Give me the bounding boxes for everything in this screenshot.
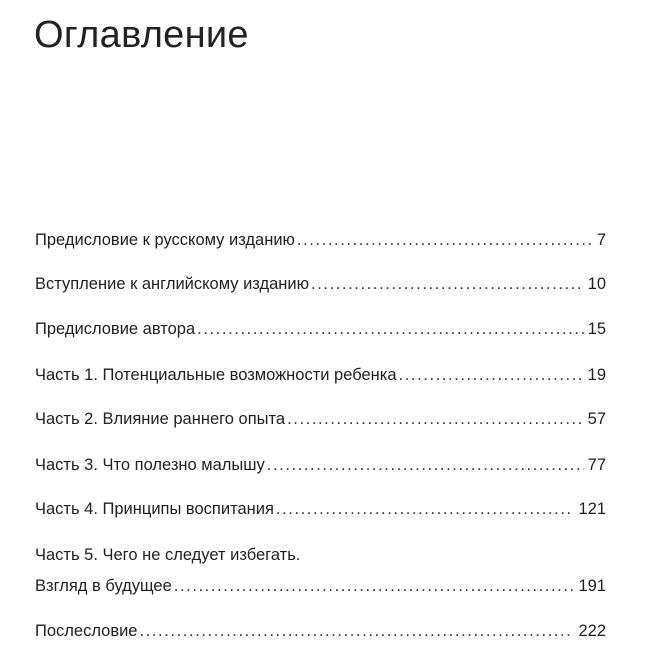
toc-entry-label: Послесловие [35,622,138,640]
toc-entry[interactable] [35,231,606,250]
toc-entry[interactable] [35,500,606,519]
toc-entry-page: 77 [587,456,606,474]
page-title: Оглавление [34,14,249,56]
dot-leader [276,500,575,519]
toc-entry-page: 222 [578,622,606,640]
toc-entry-label: Вступление к английскому изданию [35,275,310,293]
dot-leader [287,410,584,429]
dot-leader [311,275,584,294]
dot-leader [174,577,575,596]
toc-entry[interactable] [35,456,606,475]
toc-entry-label: Часть 3. Что полезно малышу [35,456,265,474]
toc-entry[interactable] [35,622,606,641]
toc-entry[interactable] [35,577,606,596]
toc-entry-page: 10 [587,275,606,293]
dot-leader [297,231,593,250]
toc-entry-page: 57 [587,410,606,428]
dot-leader [267,456,584,475]
toc-entry-label: Часть 2. Влияние раннего опыта [35,410,286,428]
toc-entry-page: 19 [587,366,606,384]
dot-leader [140,622,575,641]
dot-leader [197,320,583,339]
toc-entry-label-line1[interactable]: Часть 5. Чего не следует избегать. [35,546,301,564]
toc-entry-label: Предисловие к русскому изданию [35,231,295,249]
toc-entry[interactable] [35,366,606,385]
toc-entry-page: 7 [596,231,606,249]
toc-entry-label: Предисловие автора [35,320,196,338]
toc-entry-label: Взгляд в будущее [35,577,172,595]
toc-entry-page: 121 [578,500,606,518]
dot-leader [399,366,584,385]
toc-entry-page: 191 [578,577,606,595]
toc-entry[interactable] [35,410,606,429]
toc-entry[interactable] [35,320,606,339]
toc-entry-page: 15 [587,320,606,338]
toc-entry[interactable] [35,275,606,294]
toc-entry-label: Часть 1. Потенциальные возможности ребенка [35,366,397,384]
toc-entry-label: Часть 4. Принципы воспитания [35,500,274,518]
